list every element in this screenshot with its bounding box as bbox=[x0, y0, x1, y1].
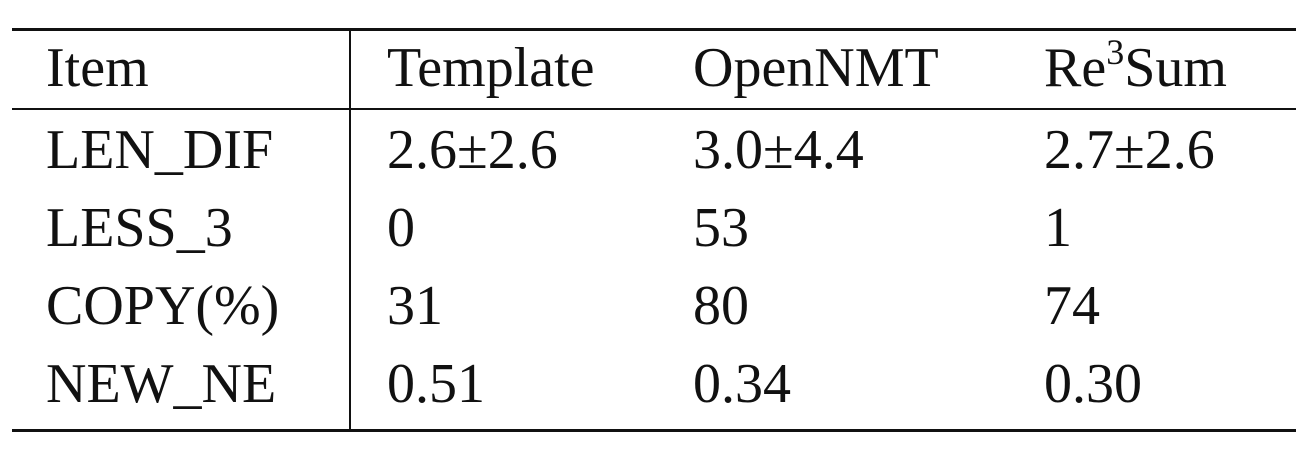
cell-opennmt-copy: 80 bbox=[693, 275, 749, 337]
header-re3sum-base: Re bbox=[1044, 37, 1107, 99]
cell-re3sum-new-ne: 0.30 bbox=[1044, 353, 1142, 415]
cell-re3sum-copy: 74 bbox=[1044, 275, 1100, 337]
cell-opennmt-len-dif: 3.0±4.4 bbox=[693, 119, 864, 181]
row-item-len-dif: LEN_DIF bbox=[46, 119, 274, 181]
header-re3sum-superscript: 3 bbox=[1106, 32, 1125, 72]
header-re3sum-tail: Sum bbox=[1124, 37, 1227, 99]
cell-re3sum-less-3: 1 bbox=[1044, 197, 1072, 259]
cell-re3sum-len-dif: 2.7±2.6 bbox=[1044, 119, 1215, 181]
header-re3sum bbox=[1044, 32, 1227, 99]
header-item: Item bbox=[46, 37, 149, 99]
row-item-new-ne: NEW_NE bbox=[46, 353, 277, 415]
bottom-rule bbox=[12, 429, 1296, 432]
top-rule bbox=[12, 28, 1296, 31]
cell-opennmt-less-3: 53 bbox=[693, 197, 749, 259]
cell-template-len-dif: 2.6±2.6 bbox=[387, 119, 558, 181]
cell-template-copy: 31 bbox=[387, 275, 443, 337]
row-item-copy: COPY(%) bbox=[46, 275, 280, 337]
row-item-less-3: LESS_3 bbox=[46, 197, 233, 259]
cell-template-new-ne: 0.51 bbox=[387, 353, 485, 415]
cell-opennmt-new-ne: 0.34 bbox=[693, 353, 791, 415]
cell-template-less-3: 0 bbox=[387, 197, 415, 259]
column-separator bbox=[349, 30, 351, 430]
header-opennmt: OpenNMT bbox=[693, 37, 939, 99]
header-rule bbox=[12, 108, 1296, 110]
header-template: Template bbox=[387, 37, 595, 99]
